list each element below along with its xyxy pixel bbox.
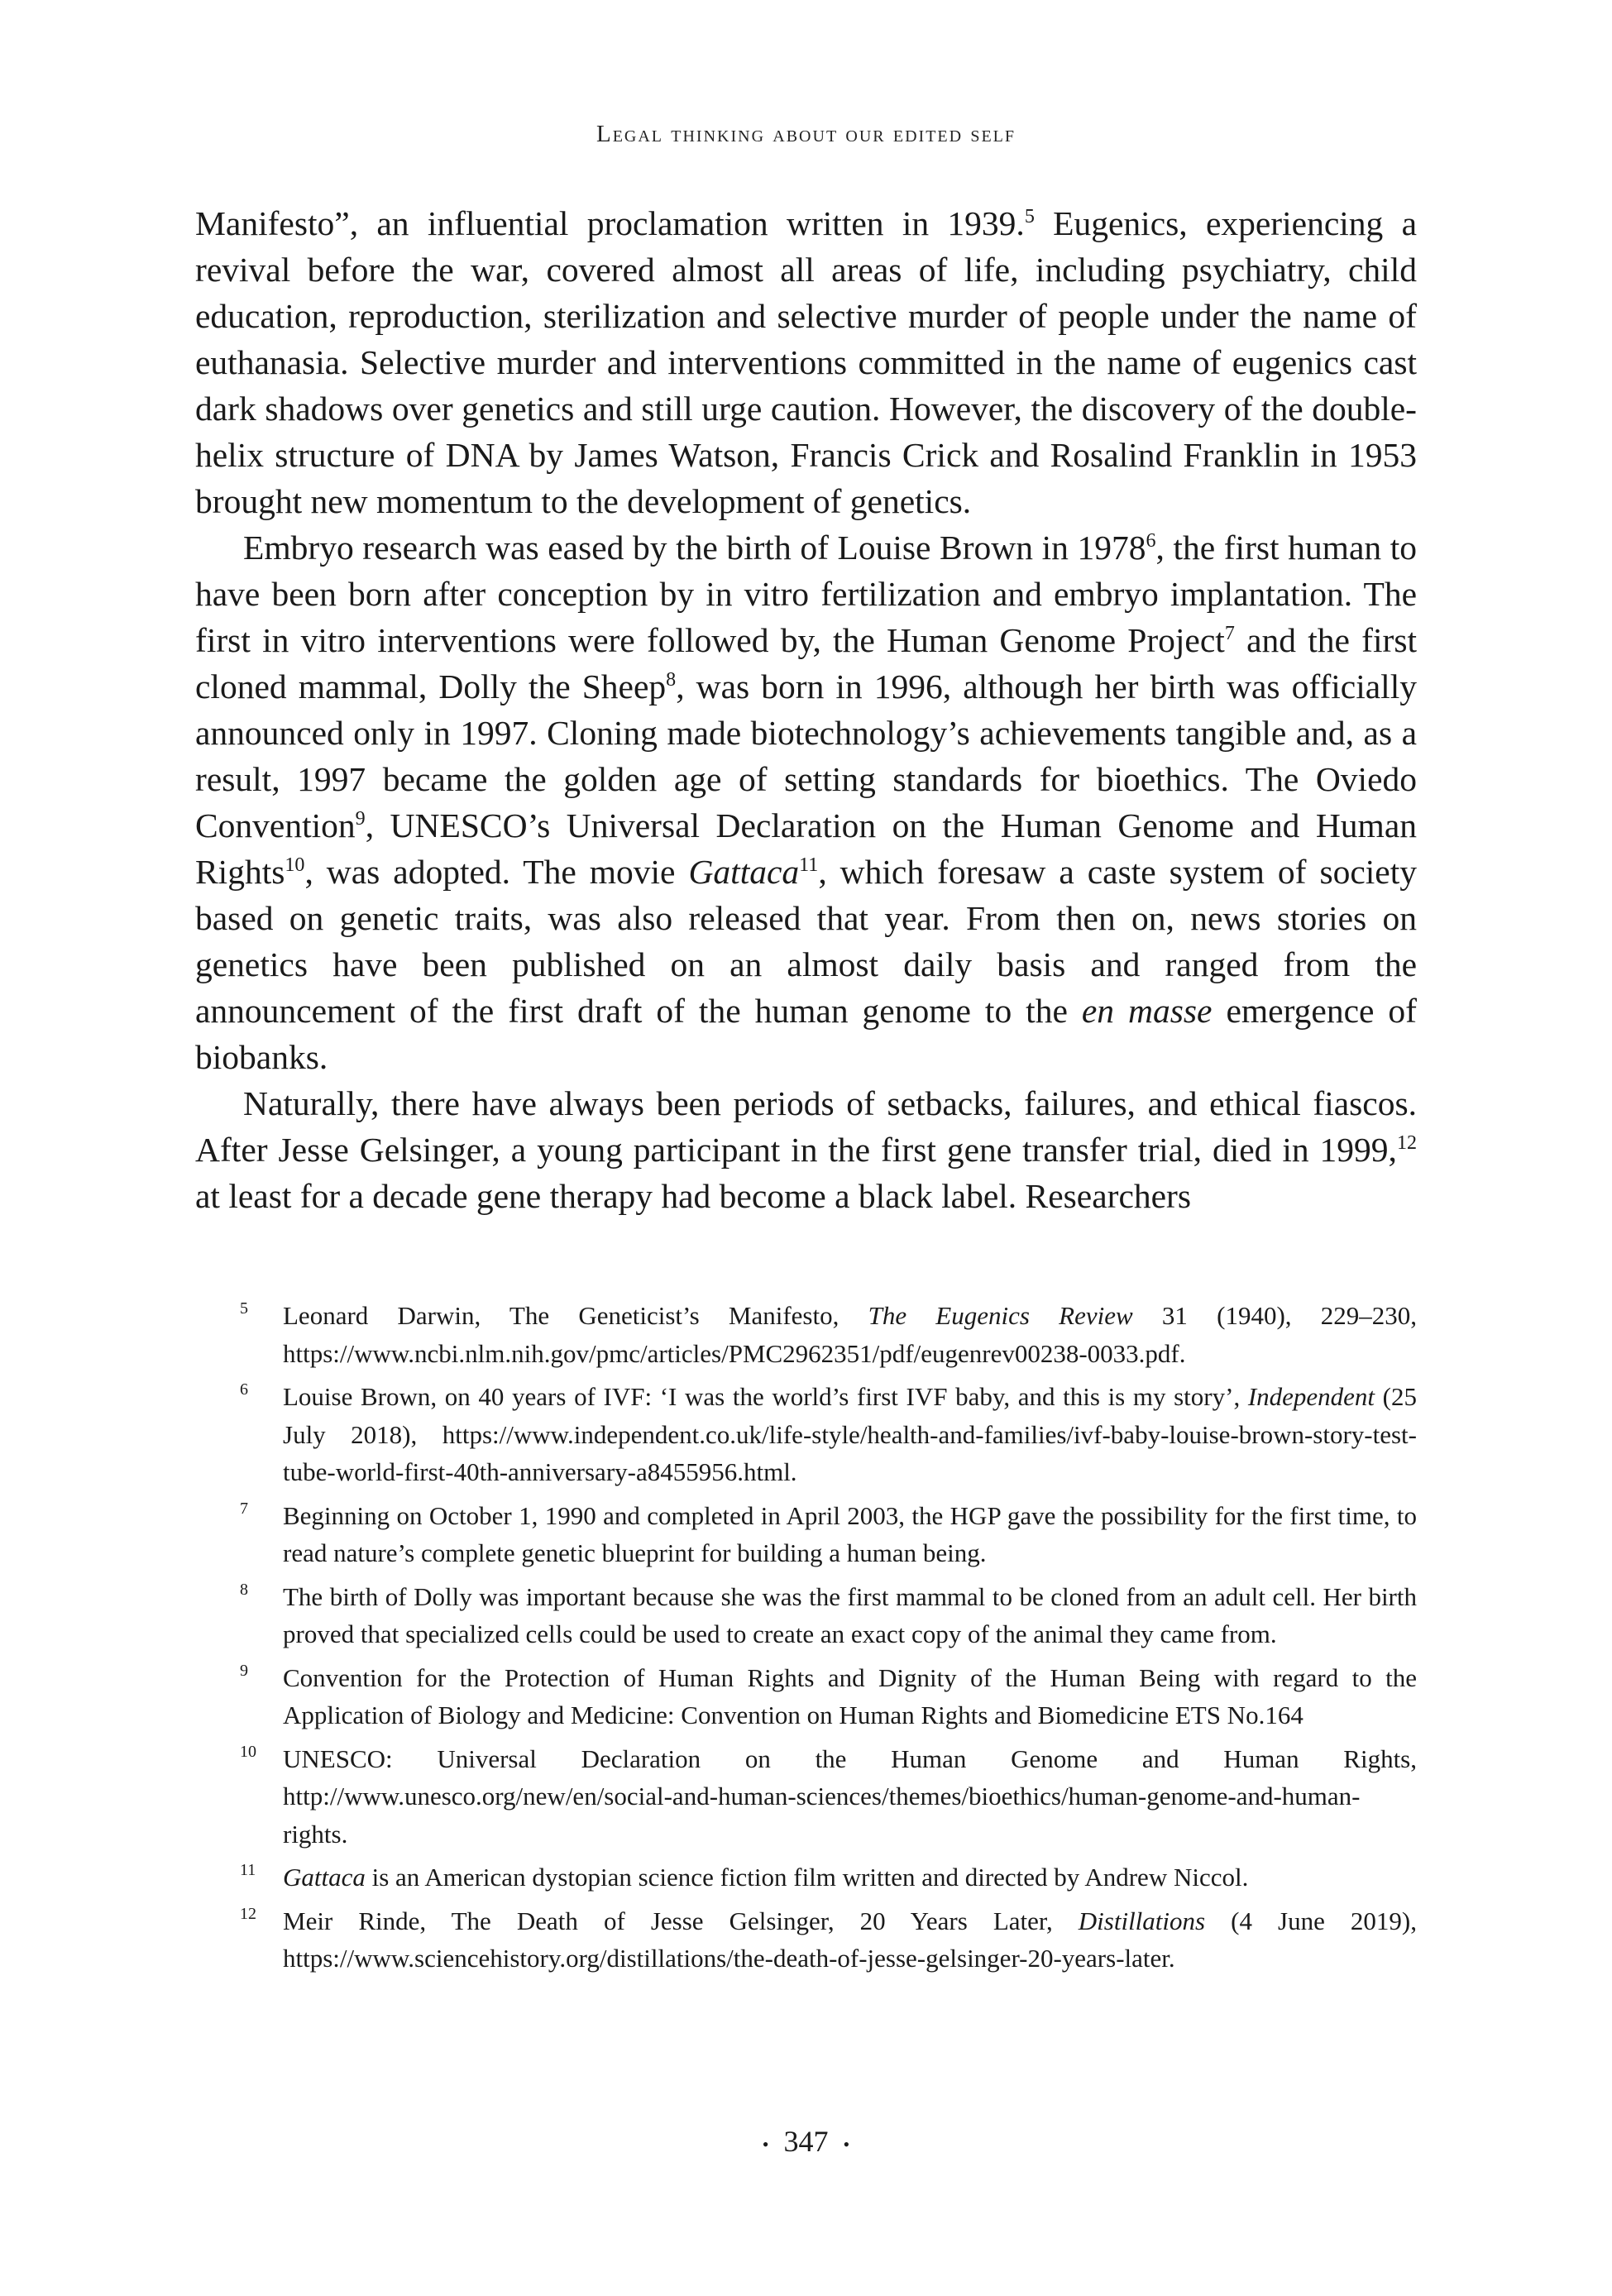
- footnote-number: 5: [240, 1299, 248, 1318]
- ornament-right: •: [843, 2133, 850, 2155]
- footnote-ref-6[interactable]: 6: [1146, 530, 1156, 552]
- footnote: 8 The birth of Dolly was important because she was the first mammal to be cloned from an adult cell. Her birth proved that specialized cells could be used to create an exact copy of the animal they came from.: [240, 1578, 1417, 1653]
- page-number-footer: [0, 2124, 1612, 2159]
- footnote-ref-10[interactable]: 10: [285, 854, 305, 877]
- footnote: 5 Leonard Darwin, The Geneticist’s Manifesto, The Eugenics Review 31 (1940), 229–230, https://www.ncbi.nlm.nih.gov/pmc/articles/PMC2962351/pdf/eugenrev00238-0033.pdf.: [240, 1297, 1417, 1372]
- paragraph-2: Embryo research was eased by the birth of Louise Brown in 1978$^6$, the first human to have been born after conception by in vitro fertilization and embryo implantation. The first in vitro interventions were followed by, the Human Genome Project$^7$ and the first cloned mammal, Dolly the Sheep$^8$, was born in 1996, although her birth was officially announced only in 1997. Cloning made biotechnology’s achievements tangible and, as a result, 1997 became the golden age of setting standards for bioethics. The Oviedo Convention$^9$, UNESCO’s Universal Declaration on the Human Genome and Human Rights$^{10}$, was adopted. The movie Gattaca$^{11}$, which foresaw a caste system of society based on genetic traits, was also released that year. From then on, news stories on genetics have been published on an almost daily basis and ranged from the announcement of the first draft of the human genome to the en masse emergence of biobanks.: [195, 529, 1417, 1076]
- footnote-number: 11: [240, 1861, 256, 1879]
- footnote-ref-7[interactable]: 7: [1224, 623, 1235, 645]
- phrase-en-masse: en masse: [1081, 992, 1213, 1030]
- footnotes-section: [240, 1297, 1417, 1983]
- paragraph-3: Naturally, there have always been periods of setbacks, failures, and ethical fiascos. After Jesse Gelsinger, a young participant in the first gene transfer trial, died in 1999,12 at least for a decade gene therapy had become a black label. Researchers: [195, 1084, 1417, 1215]
- footnote-number: 8: [240, 1580, 248, 1599]
- footnote: 7 Beginning on October 1, 1990 and completed in April 2003, the HGP gave the possibility for the first time, to read nature’s complete genetic blueprint for building a human being.: [240, 1497, 1417, 1572]
- footnote-number: 7: [240, 1499, 248, 1518]
- footnote: 12 Meir Rinde, The Death of Jesse Gelsinger, 20 Years Later, Distillations (4 June 2019), https://www.sciencehistory.org/distillations/the-death-of-jesse-gelsinger-20-years-later.: [240, 1902, 1417, 1978]
- footnote-ref-5[interactable]: 5: [1024, 206, 1035, 228]
- ornament-left: •: [762, 2133, 769, 2155]
- footnote-number: 6: [240, 1380, 248, 1399]
- page-number: 347: [783, 2125, 829, 2158]
- footnote-number: 9: [240, 1661, 248, 1680]
- footnote: 6 Louise Brown, on 40 years of IVF: ‘I was the world’s first IVF baby, and this is my story’, Independent (25 July 2018), https://www.independent.co.uk/life-style/health-and-families/ivf-baby-louise-brown-story-test-tube-world-first-40th-anniversary-a8455956.html.: [240, 1378, 1417, 1491]
- footnote-ref-12[interactable]: 12: [1396, 1132, 1417, 1155]
- film-title-gattaca: Gattaca: [688, 853, 800, 891]
- main-text: [195, 200, 1417, 1219]
- paragraph-1: Manifesto”, an influential proclamation written in 1939.$^5$ Eugenics, experiencing a revival before the war, covered almost all areas of life, including psychiatry, child education, reproduction, sterilization and selective murder of people under the name of euthanasia. Selective murder and interventions committed in the name of eugenics cast dark shadows over genetics and still urge caution. However, the discovery of the double-helix structure of DNA by James Watson, Francis Crick and Rosalind Franklin in 1953 brought new momentum to the development of genetics.: [195, 204, 1417, 520]
- footnote-ref-9[interactable]: 9: [355, 808, 366, 830]
- footnote: 10 UNESCO: Universal Declaration on the Human Genome and Human Rights, http://www.unesco.org/new/en/social-and-human-sciences/themes/bioethics/human-genome-and-human-rights.: [240, 1740, 1417, 1854]
- footnote: 11 Gattaca is an American dystopian science fiction film written and directed by Andrew Niccol.: [240, 1858, 1417, 1897]
- footnote: 9 Convention for the Protection of Human Rights and Dignity of the Human Being with regard to the Application of Biology and Medicine: Convention on Human Rights and Biomedicine ETS No.164: [240, 1659, 1417, 1734]
- footnote-number: 10: [240, 1742, 256, 1761]
- footnote-ref-8[interactable]: 8: [666, 669, 677, 691]
- footnote-ref-11[interactable]: 11: [799, 854, 819, 877]
- running-head: Legal thinking about our edited self: [596, 121, 1016, 147]
- footnote-number: 12: [240, 1904, 256, 1923]
